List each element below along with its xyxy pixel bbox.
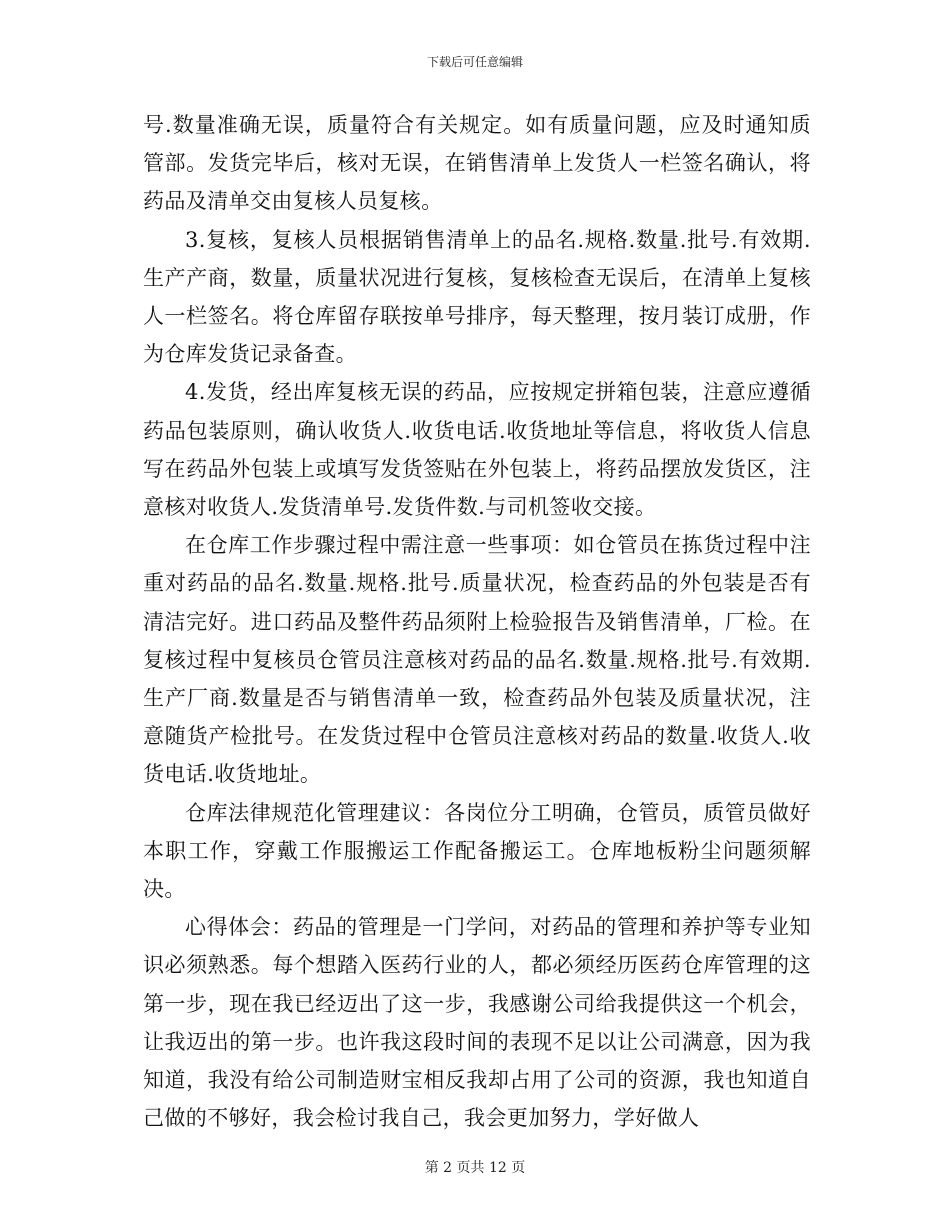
paragraph-continuation: 号.数量准确无误，质量符合有关规定。如有质量问题，应及时通知质管部。发货完毕后，核对无误，在销售清单上发货人一栏签名确认，将药品及清单交由复核人员复核。 [143, 113, 811, 214]
page-footer: 第 2 页共 12 页 [424, 1160, 526, 1176]
paragraph-suggestions: 仓库法律规范化管理建议：各岗位分工明确，仓管员，质管员做好本职工作，穿戴工作服搬运工作配备搬运工。仓库地板粉尘问题须解决。 [143, 800, 811, 902]
page-header: 下载后可任意编辑 [426, 55, 523, 69]
paragraph-review: 3.复核，复核人员根据销售清单上的品名.规格.数量.批号.有效期.生产产商，数量，质量状况进行复核，复核检查无误后，在清单上复核人一栏签名。将仓库留存联按单号排序，每天整理，按月装订成册，作为仓库发货记录备查。 [143, 227, 811, 367]
paragraph-reflection: 心得体会：药品的管理是一门学问，对药品的管理和养护等专业知识必须熟悉。每个想踏入医药行业的人，都必须经历医药仓库管理的这第一步，现在我已经迈出了这一步，我感谢公司给我提供这一个机会，让我迈出的第一步。也许我这段时间的表现不足以让公司满意，因为我知道，我没有给公司制造财宝相反我却占用了公司的资源，我也知道自己做的不够好，我会检讨我自己，我会更加努力，学好做人 [143, 915, 811, 1131]
document-body [143, 106, 811, 1137]
paragraph-shipping: 4.发货，经出库复核无误的药品，应按规定拼箱包装，注意应遵循药品包装原则，确认收货人.收货电话.收货地址等信息，将收货人信息写在药品外包装上或填写发货签贴在外包装上，将药品摆放发货区，注意核对收货人.发货清单号.发货件数.与司机签收交接。 [143, 380, 811, 520]
paragraph-precautions: 在仓库工作步骤过程中需注意一些事项：如仓管员在拣货过程中注重对药品的品名.数量.规格.批号.质量状况，检查药品的外包装是否有清洁完好。进口药品及整件药品须附上检验报告及销售清单，厂检。在复核过程中复核员仓管员注意核对药品的品名.数量.规格.批号.有效期.生产厂商.数量是否与销售清单一致，检查药品外包装及质量状况，注意随货产检批号。在发货过程中仓管员注意核对药品的数量.收货人.收货电话.收货地址。 [143, 533, 811, 787]
